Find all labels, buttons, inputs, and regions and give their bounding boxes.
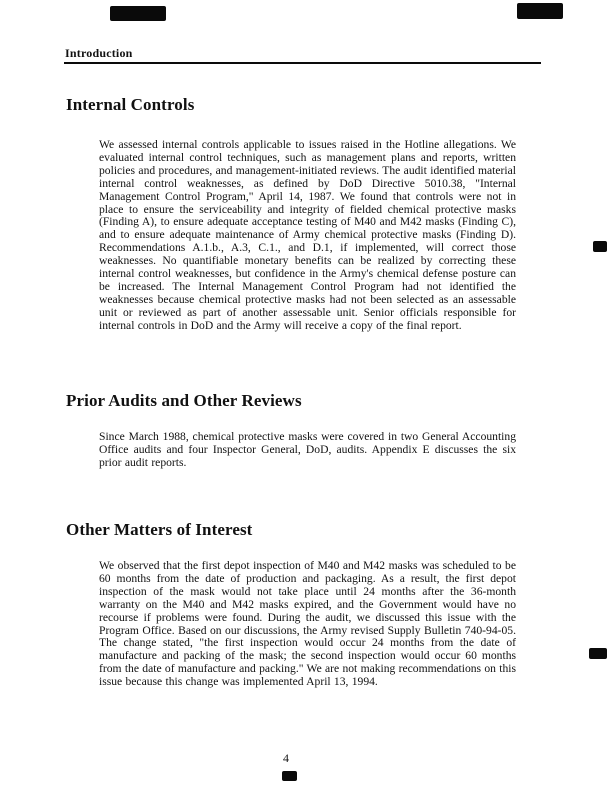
page-number: 4: [283, 751, 289, 765]
paragraph-other-matters: We observed that the first depot inspection of M40 and M42 masks was scheduled to be 60 months from the date of production and packaging. As a result, the first depot inspection of the mask would not take place until 24 months after the 36-month warranty on the M40 and M42 masks expired, and the Government would have no recourse if problems were found. During the audit, we discussed this issue with the Program Office. Based on our discussions, the Army revised Supply Bulletin 740-94-05. The change stated, "the first inspection would occur 24 months from the date of manufacture and packing of the mask; the second inspection would occur 60 months from the date of manufacture and packing." We are not making recommendations on this issue because this change was implemented April 13, 1994.: [99, 559, 517, 689]
scan-artifact-right-lower: [589, 648, 607, 659]
paragraph-internal-controls: We assessed internal controls applicable to issues raised in the Hotline allegations. We evaluated internal control techniques, such as management plans and reports, written policies and procedures, and management-initiated reviews. The audit identified material internal control weaknesses, as defined by DoD Directive 5010.38, "Internal Management Control Program," April 14, 1987. We found that controls were not in place to ensure the serviceability and integrity of fielded chemical protective masks (Finding A), to ensure adequate acceptance testing of M40 and M42 masks (Finding C), and to ensure adequate maintenance of Army chemical protective masks (Finding D). Recommendations A.1.b., A.3, C.1., and D.1, if implemented, will correct those weaknesses. No quantifiable monetary benefits can be realized by correcting these internal control weaknesses, but confidence in the Army's chemical defense posture can be increased. The Internal Management Control Program had not identified the weaknesses because chemical protective masks had not been selected as an assessable unit or reviewed as part of another assessable unit. Senior officials responsible for internal controls in DoD and the Army will receive a copy of the final report.: [99, 138, 516, 332]
scan-artifact-right-middle: [593, 241, 607, 252]
scan-artifact-top-left: [110, 6, 166, 21]
section-heading-prior-audits: Prior Audits and Other Reviews: [66, 391, 302, 410]
paragraph-prior-audits: Since March 1988, chemical protective masks were covered in two General Accounting Office audits and four Inspector General, DoD, audits. Appendix E discusses the six prior audit reports.: [99, 430, 516, 469]
scan-artifact-top-right: [517, 3, 563, 19]
running-header: Introduction: [65, 46, 133, 60]
scan-artifact-bottom: [282, 771, 297, 781]
section-heading-internal-controls: Internal Controls: [66, 95, 195, 114]
header-rule: [64, 62, 541, 64]
section-heading-other-matters: Other Matters of Interest: [66, 520, 253, 539]
